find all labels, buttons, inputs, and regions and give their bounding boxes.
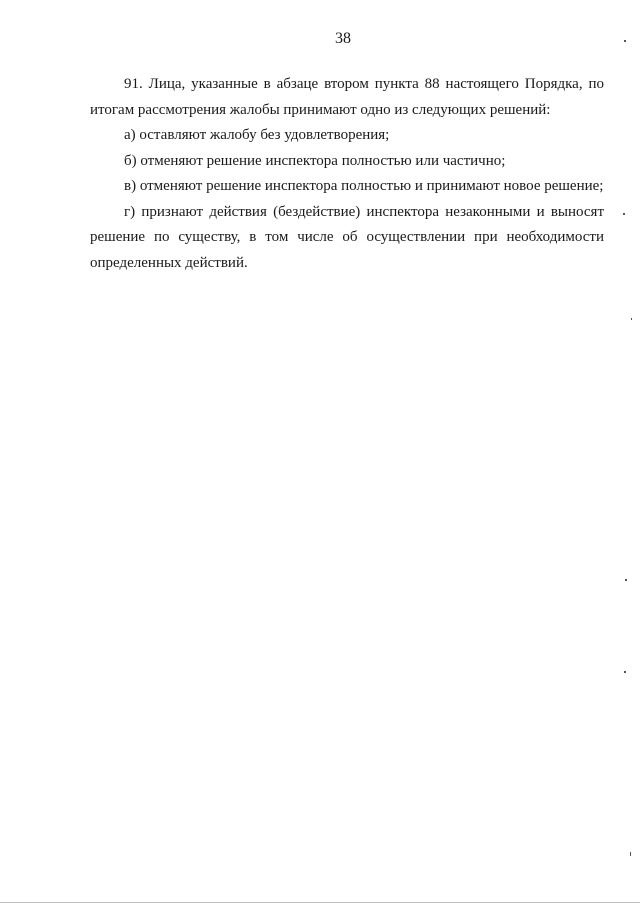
paragraph-item-b: б) отменяют решение инспектора полностью или частично; <box>124 152 506 169</box>
scan-dot <box>624 671 626 673</box>
paragraph-item-a: а) оставляют жалобу без удовлетворения; <box>124 127 390 143</box>
scan-dot <box>625 579 627 581</box>
paragraph-item-g: г) признают действия (бездействие) инспектора незаконными и выносят решение по существу, в том числе об осуществлении при необходимости определенных действий. <box>90 203 604 271</box>
page-number: 38 <box>335 30 351 47</box>
scan-dot <box>630 852 631 856</box>
document-body <box>90 72 604 276</box>
scan-dot <box>623 213 625 215</box>
paragraph-item-v: в) отменяют решение инспектора полностью и принимают новое решение; <box>124 178 604 194</box>
scan-dot <box>631 318 632 320</box>
scan-dot <box>624 40 626 42</box>
scan-edge-line <box>0 902 640 903</box>
paragraph-91: 91. Лица, указанные в абзаце втором пункта 88 настоящего Порядка, по итогам рассмотрения жалобы принимают одно из следующих решений: <box>90 76 604 118</box>
